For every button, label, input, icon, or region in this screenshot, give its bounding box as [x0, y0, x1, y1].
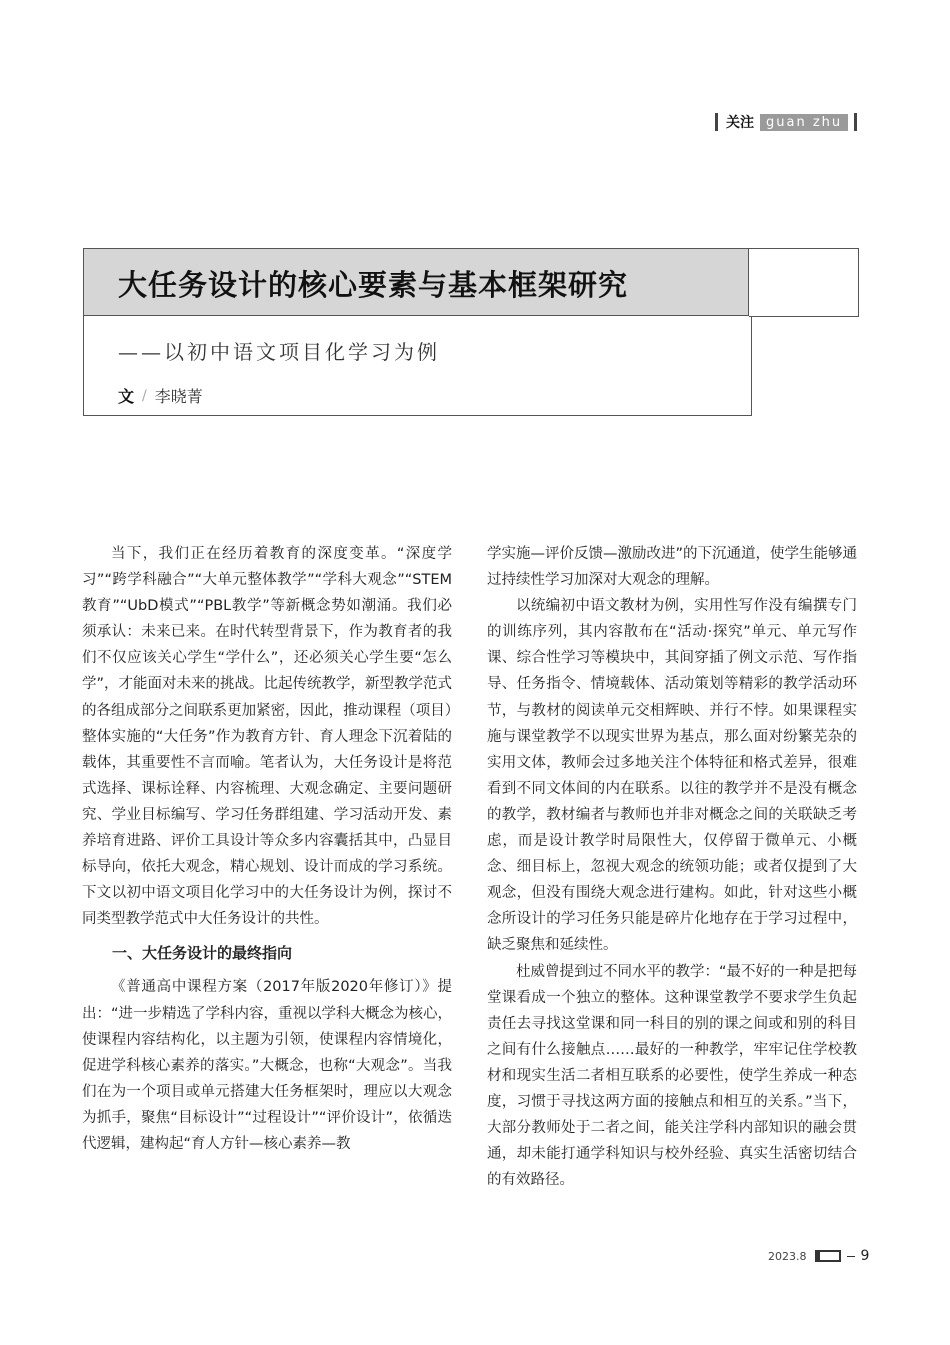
article-title: 大任务设计的核心要素与基本框架研究 — [118, 268, 629, 302]
author-name: 李晓菁 — [154, 387, 203, 406]
section-tag — [715, 112, 857, 132]
title-rule-bottom-right — [749, 316, 859, 317]
title-rule-right-vertical — [858, 248, 859, 317]
byline-separator: / — [142, 387, 147, 404]
page-footer — [768, 1248, 869, 1264]
issue-date: 2023.8 — [768, 1249, 807, 1263]
paragraph-curriculum: 《普通高中课程方案（2017年版2020年修订）》提出：“进一步精选了学科内容，重视以学科大概念为核心，使课程内容结构化，以主题为引领，使课程内容情境化，促进学科核心素养的落实。”大概念，也称“大观念”。当我们在为一个项目或单元搭建大任务框架时，理应以大观念为抓手，聚焦“目标设计”“过程设计”“评价设计”，依循迭代逻辑，建构起“育人方针—核心素养—教 — [82, 979, 453, 1152]
footer-dash — [847, 1256, 855, 1257]
article-subtitle: ——以初中语文项目化学习为例 — [118, 340, 440, 364]
magazine-logo-icon — [815, 1250, 841, 1262]
header-frame-right — [751, 316, 752, 416]
left-column — [82, 541, 452, 1157]
title-rule-top-right — [749, 248, 859, 249]
paragraph-textbook: 以统编初中语文教材为例，实用性写作没有编撰专门的训练序列，其内容散布在“活动·探究”单元、单元写作课、综合性学习等模块中，其间穿插了例文示范、写作指导、任务指令、情境载体、活动策划等精彩的教学活动环节，与教材的阅读单元交相辉映、并行不悖。如果课程实施与课堂教学不以现实世界为基点，那么面对纷繁芜杂的实用文体，教师会过多地关注个体特征和格式差异，很难看到不同文体间的内在联系。以往的教学并不是没有概念的教学，教材编者与教师也并非对概念之间的关联缺乏考虑，而是设计教学时局限性大，仅停留于微单元、小概念、细目标上，忽视大观念的统领功能；或者仅提到了大观念，但没有围绕大观念进行建构。如此，针对这些小概念所设计的学习任务只能是碎片化地存在于学习过程中，缺乏聚焦和延续性。 — [487, 598, 857, 954]
title-box — [83, 248, 749, 316]
byline-label: 文 — [118, 387, 135, 406]
header-frame-left — [83, 316, 84, 416]
section-heading-1: 一、大任务设计的最终指向 — [112, 944, 293, 963]
paragraph-intro: 当下，我们正在经历着教育的深度变革。“深度学习”“跨学科融合”“大单元整体教学”“学科大观念”“STEM教育”“UbD模式”“PBL教学”等新概念势如潮涌。我们必须承认：未来已来。在时代转型背景下，作为教育者的我们不仅应该关心学生“学什么”，还必须关心学生要“怎么学”，才能面对未来的挑战。比起传统教学，新型教学范式的各组成部分之间联系更加紧密，因此，推动课程（项目）整体实施的“大任务”作为教育方针、育人理念下沉着陆的载体，其重要性不言而喻。笔者认为，大任务设计是将范式选择、课标诠释、内容梳理、大观念确定、主要问题研究、学业目标编写、学习任务群组建、学习活动开发、素养培育进路、评价工具设计等众多内容囊括其中，凸显目标导向，依托大观念，精心规划、设计而成的学习系统。下文以初中语文项目化学习中的大任务设计为例，探讨不同类型教学范式中大任务设计的共性。 — [82, 546, 453, 928]
tag-bar-right — [854, 113, 857, 131]
header-frame-bottom — [83, 415, 752, 416]
byline — [118, 384, 203, 407]
page-number: 9 — [860, 1248, 870, 1264]
section-pinyin: guan zhu — [760, 114, 848, 131]
section-name: 关注 — [726, 115, 754, 131]
right-column — [487, 541, 857, 1193]
paragraph-continued: 学实施—评价反馈—激励改进”的下沉通道，使学生能够通过持续性学习加深对大观念的理解。 — [487, 546, 858, 589]
paragraph-dewey: 杜威曾提到过不同水平的教学：“最不好的一种是把每堂课看成一个独立的整体。这种课堂教学不要求学生负起责任去寻找这堂课和同一科目的别的课之间或和别的科目之间有什么接触点……最好的一种教学，牢牢记住学校教材和现实生活二者相互联系的必要性，使学生养成一种态度，习惯于寻找这两方面的接触点和相互的关系。”当下，大部分教师处于二者之间，能关注学科内部知识的融会贯通，却未能打通学科知识与校外经验、真实生活密切结合的有效路径。 — [487, 963, 858, 1189]
